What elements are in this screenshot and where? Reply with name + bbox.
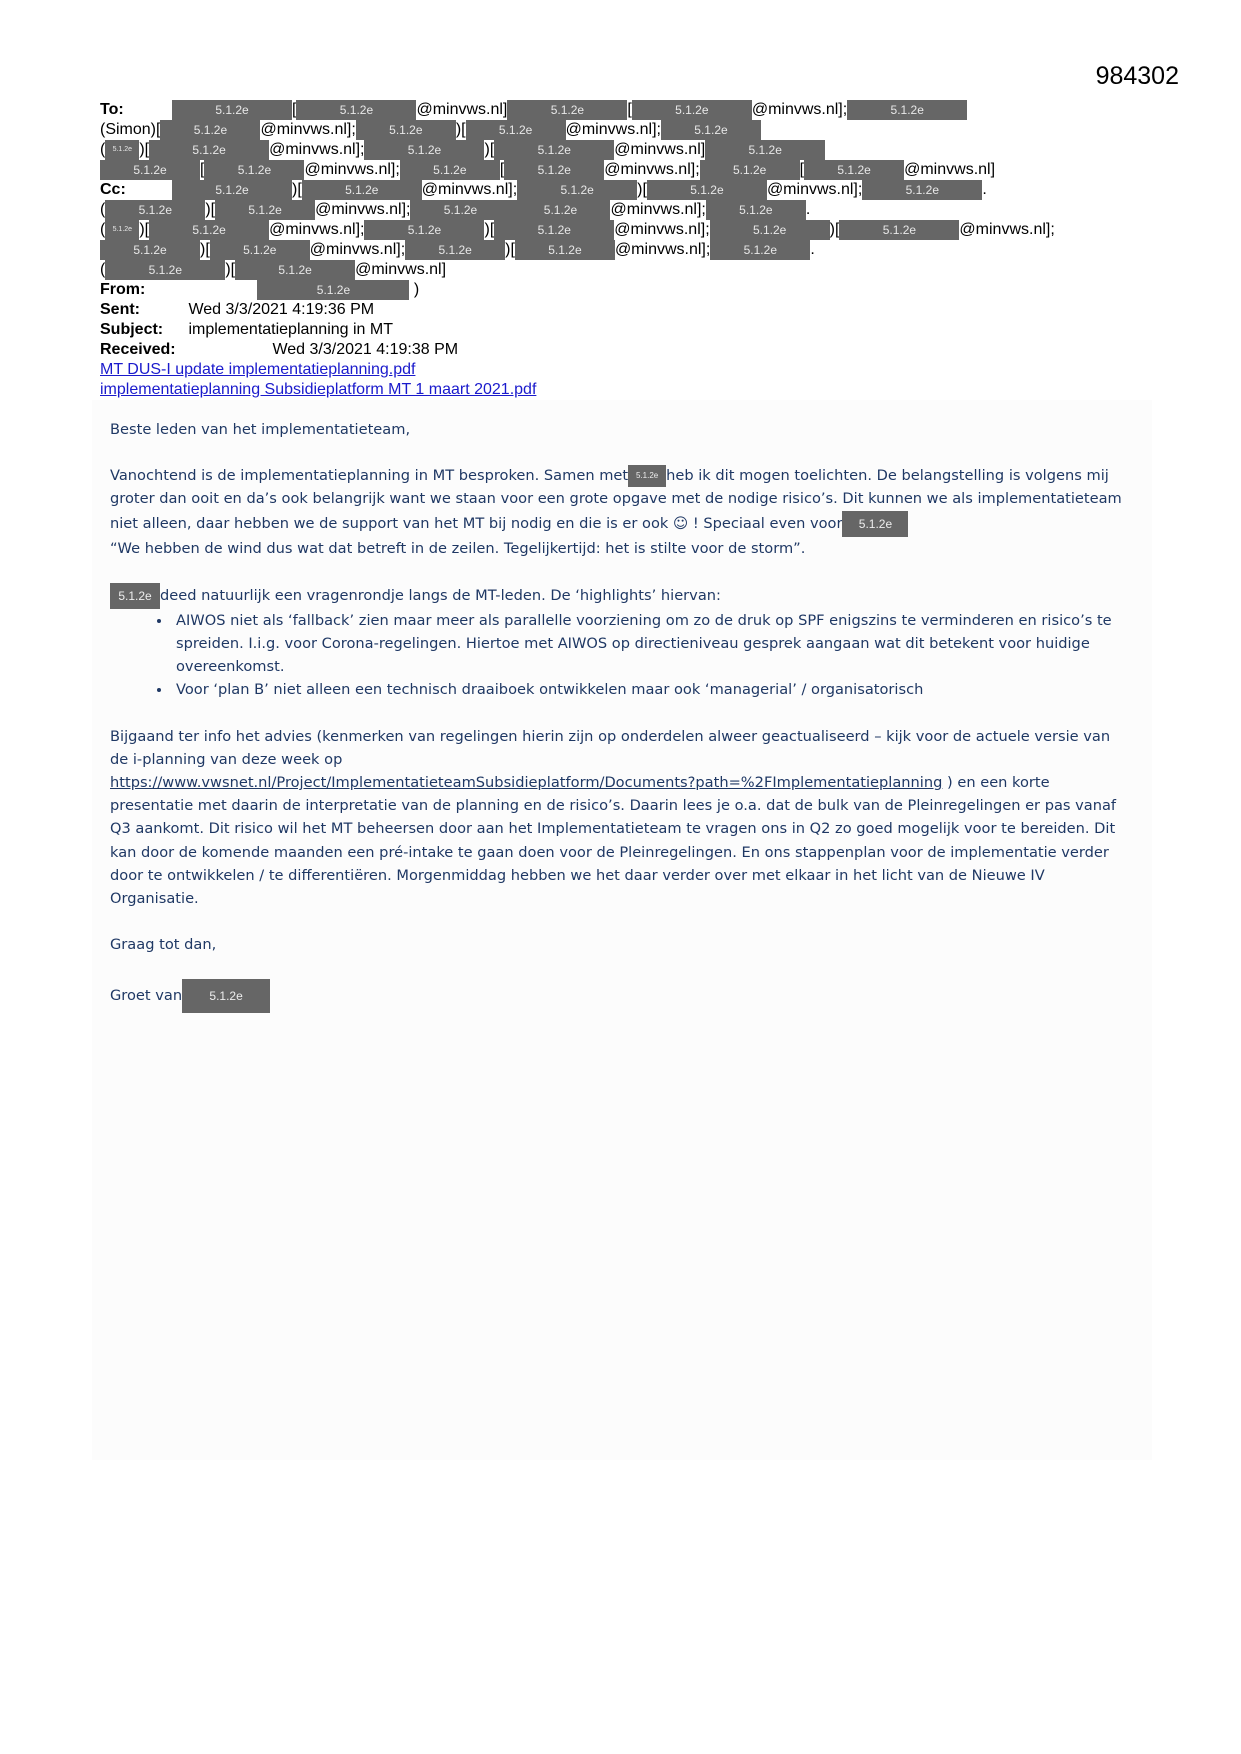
recipient-text: )[	[829, 221, 840, 238]
subject-label: Subject:	[100, 321, 164, 338]
redaction-block: 5.1.2e	[842, 511, 908, 537]
to-line	[100, 140, 1130, 160]
recipient-text: @minvws.nl];	[610, 201, 706, 218]
paragraph-3	[110, 725, 1130, 911]
recipient-text: (	[100, 221, 106, 238]
sent-value: Wed 3/3/2021 4:19:36 PM	[188, 301, 375, 318]
attachment-link[interactable]: MT DUS-I update implementatieplanning.pdf	[100, 361, 416, 378]
recipient-text: )[	[505, 241, 515, 258]
redaction-block: 5.1.2e	[100, 240, 200, 260]
recipient-text: (	[100, 261, 106, 278]
redaction-block: 5.1.2e	[647, 180, 767, 200]
received-row	[100, 340, 1130, 360]
highlights-list	[110, 609, 1130, 702]
recipient-text: [	[627, 101, 632, 118]
redaction-block: 5.1.2e	[515, 240, 615, 260]
redaction-block: 5.1.2e	[510, 200, 610, 220]
to-line	[100, 120, 1130, 140]
redaction-block: 5.1.2e	[210, 240, 310, 260]
document-number: 984302	[1095, 62, 1179, 90]
cc-recipients	[100, 180, 1130, 280]
paragraph-text: Vanochtend is de implementatieplanning in MT besproken. Samen met	[110, 467, 629, 485]
list-item: • AIWOS niet als ‘fallback’ zien maar meer als parallelle voorziening om zo de druk op SPF enigszins te verminderen en risico’s te spreiden. I.i.g. voor Corona-regelingen. Hiertoe met AIWOS op directieniveau gesprek aangaan wat dit betekent voor huidige overeenkomst.	[172, 609, 1130, 679]
recipient-text: To:	[100, 101, 124, 118]
redaction-block: 5.1.2e	[356, 120, 456, 140]
recipient-text: @minvws.nl];	[565, 121, 661, 138]
redaction-block: 5.1.2e	[149, 140, 269, 160]
redaction-block: 5.1.2e	[504, 160, 604, 180]
recipient-text: (	[100, 201, 106, 218]
cc-line	[100, 180, 1130, 200]
recipient-text: )[	[205, 201, 216, 218]
redaction-block: 5.1.2e	[700, 160, 800, 180]
recipient-text: [	[799, 161, 805, 178]
redaction-block: 5.1.2e	[302, 180, 422, 200]
redaction-block: 5.1.2e	[172, 100, 292, 120]
email-header	[100, 100, 1130, 400]
recipient-text: @minvws.nl];	[766, 181, 863, 198]
cc-line	[100, 240, 1130, 260]
recipient-text: @minvws.nl];	[614, 221, 710, 238]
recipient-text: @minvws.nl];	[269, 221, 365, 238]
redaction-block: 5.1.2e	[172, 180, 292, 200]
recipient-text: (	[100, 141, 106, 158]
to-line	[100, 160, 1130, 180]
redaction-block: 5.1.2e	[405, 240, 505, 260]
planning-link[interactable]: https://www.vwsnet.nl/Project/ImplementatieteamSubsidieplatform/Documents?path=%2FImplementatieplanning	[110, 774, 943, 792]
redaction-block: 5.1.2e	[466, 120, 566, 140]
from-suffix: )	[413, 281, 420, 298]
subject-value: implementatieplanning in MT	[188, 321, 393, 338]
redaction-block: 5.1.2e	[507, 100, 627, 120]
received-value: Wed 3/3/2021 4:19:38 PM	[272, 341, 459, 358]
paragraph-text: “We hebben de wind dus wat dat betreft in de zeilen. Tegelijkertijd: het is stilte voor de storm”.	[110, 539, 806, 557]
greeting: Beste leden van het implementatieteam,	[110, 421, 411, 438]
redaction-block: 5.1.2e	[839, 220, 959, 240]
redaction-block: 5.1.2e	[400, 160, 500, 180]
recipient-text: .	[810, 241, 815, 258]
recipient-text: )[	[139, 221, 150, 238]
recipient-text: )[	[455, 121, 466, 138]
redaction-block: 5.1.2e	[364, 220, 484, 240]
recipient-text: @minvws.nl];	[421, 181, 518, 198]
from-row	[100, 280, 1130, 300]
redaction-block: 5.1.2e	[517, 180, 637, 200]
sent-label: Sent:	[100, 301, 140, 318]
redaction-block: 5.1.2e	[149, 220, 269, 240]
recipient-text: .	[805, 201, 811, 218]
signoff	[110, 979, 1130, 1013]
paragraph-text: ) en een korte presentatie met daarin de interpretatie van de planning en de risico’s. Daarin lees je o.a. dat de bulk van de Pleinregelingen er pas vanaf Q3 aankomt. Dit risico wil het MT beheersen door aan het Implementatieteam te vragen ons in Q2 zo goed mogelijk voor te bereiden. Dit kan door de komende maanden een pré-intake te gaan doen voor de Pleinregelingen. En ons stappenplan voor de implementatie verder door te ontwikkelen / te differentiëren. Morgenmiddag hebben we het daar verder over met elkaar in het licht van de Nieuwe IV Organisatie.	[110, 774, 1117, 908]
cc-line	[100, 220, 1130, 240]
redaction-block: 5.1.2e	[710, 240, 810, 260]
message-body	[110, 418, 1130, 1013]
recipient-text: (Simon)[	[100, 121, 161, 138]
sent-row	[100, 300, 1130, 320]
recipient-text: @minvws.nl];	[315, 201, 411, 218]
list-item: • Voor ‘plan B’ niet alleen een technisch draaiboek ontwikkelen maar ook ‘managerial’ / organisatorisch	[172, 678, 1130, 701]
signoff-text: Groet van	[110, 987, 183, 1005]
redaction-block: 5.1.2e	[494, 140, 614, 160]
cc-line	[100, 200, 1130, 220]
redaction-block: 5.1.2e	[710, 220, 830, 240]
recipient-text: @minvws.nl];	[269, 141, 365, 158]
recipient-text: )[	[484, 221, 495, 238]
recipient-text: )[	[637, 181, 647, 198]
recipient-text: @minvws.nl]	[355, 261, 447, 278]
redaction-block: 5.1.2e	[100, 160, 200, 180]
recipient-text: @minvws.nl]	[904, 161, 996, 178]
paragraph-text: deed natuurlijk een vragenrondje langs de MT-leden. De ‘highlights’ hiervan:	[160, 586, 721, 604]
recipient-text: Cc:	[100, 181, 126, 198]
recipient-text: @minvws.nl];	[614, 241, 711, 258]
recipient-text: @minvws.nl]	[416, 101, 508, 118]
recipient-text: .	[982, 181, 987, 198]
recipient-text: )[	[200, 241, 210, 258]
redaction-block: 5.1.2e	[705, 140, 825, 160]
redaction-block: 5.1.2e	[804, 160, 904, 180]
redaction-block: 5.1.2e	[364, 140, 484, 160]
redaction-block: 5.1.2e	[110, 583, 160, 609]
redaction-block: 5.1.2e	[105, 200, 205, 220]
redaction-block: 5.1.2e	[182, 979, 270, 1013]
recipient-text: )[	[484, 141, 495, 158]
redaction-block: 5.1.2e	[494, 220, 614, 240]
redaction-block: 5.1.2e	[160, 120, 260, 140]
redaction-block: 5.1.2e	[105, 220, 139, 240]
recipient-text: )[	[225, 261, 236, 278]
subject-row	[100, 320, 1130, 340]
redaction-block: 5.1.2e	[628, 465, 666, 487]
to-recipients	[100, 100, 1130, 180]
recipient-text: @minvws.nl]	[614, 141, 706, 158]
redaction-block: 5.1.2e	[847, 100, 967, 120]
recipient-text: @minvws.nl];	[604, 161, 700, 178]
recipient-text: @minvws.nl];	[309, 241, 406, 258]
from-label: From:	[100, 281, 146, 298]
redaction-block: 5.1.2e	[215, 200, 315, 220]
recipient-text: @minvws.nl];	[751, 101, 848, 118]
redaction-block: 5.1.2e	[296, 100, 416, 120]
closing: Graag tot dan,	[110, 936, 217, 954]
redaction-block: 5.1.2e	[706, 200, 806, 220]
redaction-block: 5.1.2e	[632, 100, 752, 120]
redaction-block: 5.1.2e	[257, 280, 409, 300]
paragraph-1	[110, 464, 1130, 560]
redaction-block: 5.1.2e	[410, 200, 510, 220]
recipient-text: )[	[292, 181, 302, 198]
cc-line	[100, 260, 1130, 280]
recipient-text: )[	[139, 141, 150, 158]
redaction-block: 5.1.2e	[105, 140, 139, 160]
redaction-block: 5.1.2e	[661, 120, 761, 140]
to-line	[100, 100, 1130, 120]
recipient-text: @minvws.nl];	[304, 161, 400, 178]
paragraph-2	[110, 583, 1130, 609]
redaction-block: 5.1.2e	[105, 260, 225, 280]
recipient-text: @minvws.nl];	[260, 121, 356, 138]
paragraph-text: Bijgaand ter info het advies (kenmerken van regelingen hierin zijn op onderdelen alweer geactualiseerd – kijk voor de actuele versie van de i-planning van deze week op	[110, 727, 1111, 768]
recipient-text: [	[292, 101, 297, 118]
redaction-block: 5.1.2e	[862, 180, 982, 200]
recipient-text: @minvws.nl];	[959, 221, 1055, 238]
received-label: Received:	[100, 341, 176, 358]
recipient-text: [	[499, 161, 505, 178]
redaction-block: 5.1.2e	[235, 260, 355, 280]
redaction-block: 5.1.2e	[204, 160, 304, 180]
attachment-link[interactable]: implementatieplanning Subsidieplatform MT 1 maart 2021.pdf	[100, 381, 537, 398]
recipient-text: [	[200, 161, 205, 178]
paragraph-text: heb ik dit mogen toelichten. De belangstelling is volgens mij groter dan ooit en da’s ook belangrijk want we staan voor een grote opgave met de nodige risico’s. Dit kunnen we als implementatieteam niet alleen, daar hebben we de support van het MT bij nodig en die is er ook ☺ ! Speciaal even voor	[110, 467, 1122, 532]
